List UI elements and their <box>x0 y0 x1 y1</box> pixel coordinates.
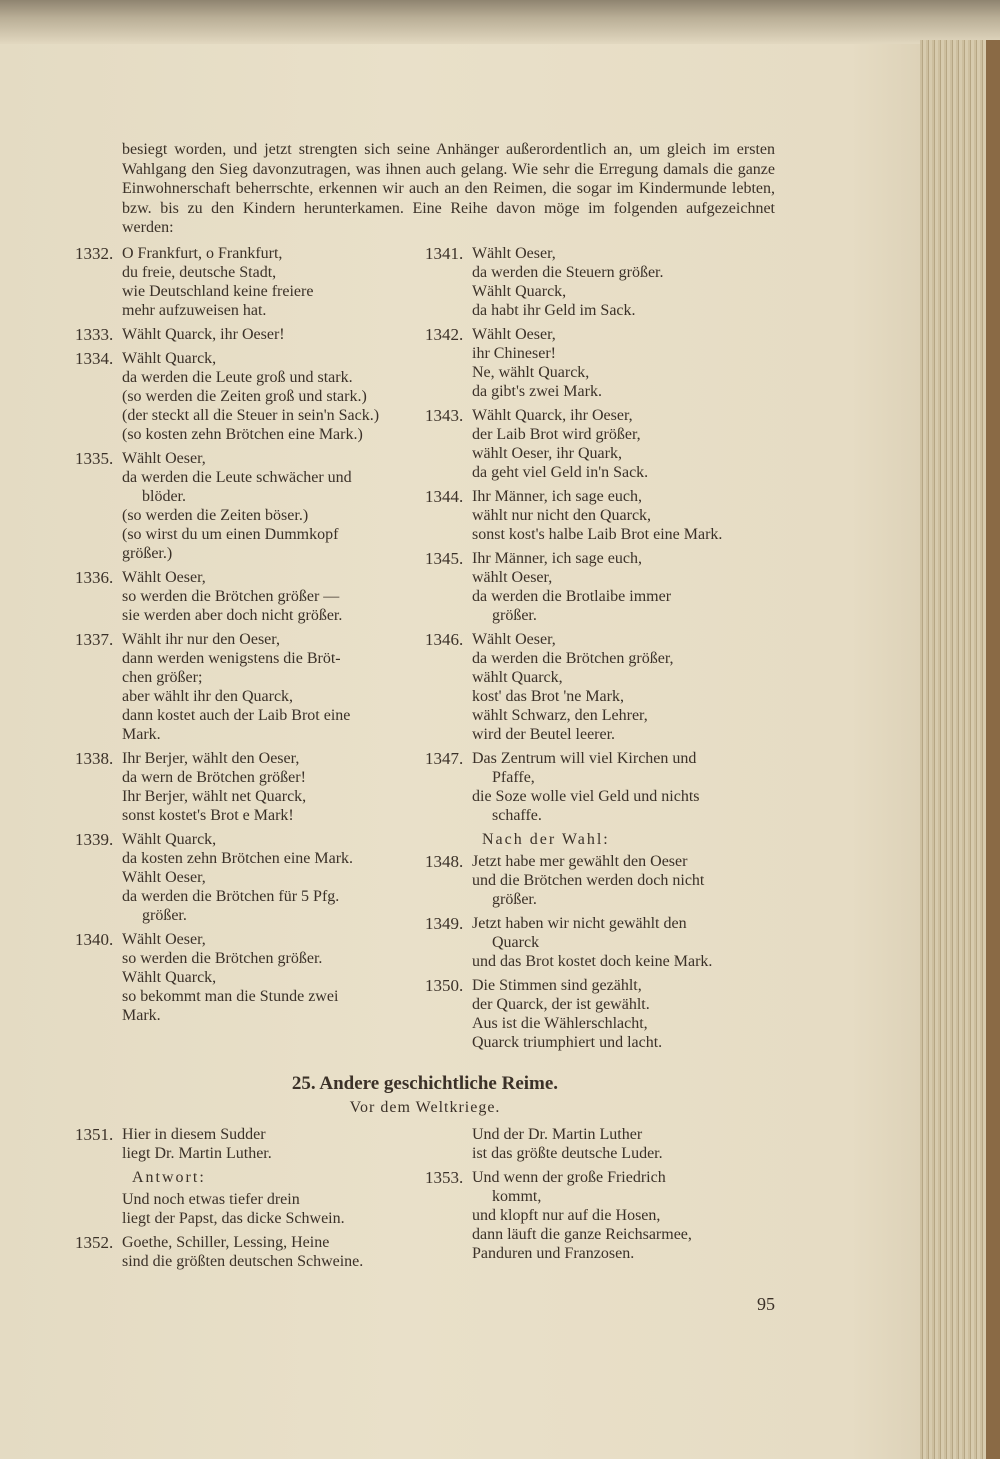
section-left-column <box>75 1125 425 1276</box>
verse-lines <box>122 349 425 444</box>
verse-line: (so werden die Zeiten böser.) <box>122 506 309 524</box>
verse-number: 1351. <box>75 1124 114 1144</box>
verse-entry <box>75 749 425 825</box>
verse-line: sonst kostet's Brot e Mark! <box>122 806 294 824</box>
verse-lines <box>472 325 775 401</box>
verse-entry <box>425 1168 775 1263</box>
verse-number: 1352. <box>75 1232 114 1252</box>
verse-line: Wählt Quarck, <box>122 968 217 986</box>
verse-lines <box>472 914 775 971</box>
verse-entry <box>75 244 425 320</box>
verse-number: 1336. <box>75 567 114 587</box>
verse-line: Und noch etwas tiefer drein <box>122 1190 300 1208</box>
verse-line: wird der Beutel leerer. <box>472 725 616 743</box>
verse-line: Aus ist die Wählerschlacht, <box>472 1014 648 1032</box>
verse-line: größer.) <box>122 544 173 562</box>
verse-line: sie werden aber doch nicht größer. <box>122 606 343 624</box>
verse-line: Und der Dr. Martin Luther <box>472 1125 643 1143</box>
verse-lines <box>122 244 425 320</box>
verse-number: 1346. <box>425 629 464 649</box>
verse-lines <box>472 976 775 1052</box>
verse-line: aber wählt ihr den Quarck, <box>122 687 294 705</box>
verse-entry <box>425 976 775 1052</box>
verse-number: 1353. <box>425 1167 464 1187</box>
verse-line: wählt Schwarz, den Lehrer, <box>472 706 648 724</box>
verse-lines <box>472 630 775 744</box>
verse-entry <box>425 630 775 744</box>
verse-line: da wern de Brötchen größer! <box>122 768 306 786</box>
verse-line: da werden die Brötchen für 5 Pfg. <box>122 887 340 905</box>
verse-columns <box>75 244 775 1057</box>
verse-line: Wählt Quarck, ihr Oeser! <box>122 325 285 343</box>
verse-line: blöder. <box>142 487 186 505</box>
verse-number: 1335. <box>75 448 114 468</box>
verse-block <box>472 1125 775 1163</box>
verse-line: Panduren und Franzosen. <box>472 1244 635 1262</box>
verse-line: Ne, wählt Quarck, <box>472 363 590 381</box>
verse-line: da werden die Brotlaibe immer <box>472 587 672 605</box>
verse-entry <box>425 244 775 320</box>
left-column <box>75 244 425 1057</box>
section-right-column <box>425 1125 775 1276</box>
verse-entry <box>75 349 425 444</box>
verse-line: so werden die Brötchen größer. <box>122 949 323 967</box>
verse-lines <box>122 630 425 744</box>
verse-number: 1340. <box>75 929 114 949</box>
verse-line: Jetzt habe mer gewählt den Oeser <box>472 852 688 870</box>
verse-number: 1337. <box>75 629 114 649</box>
verse-line: Quarck <box>492 933 540 951</box>
verse-number: 1345. <box>425 548 464 568</box>
verse-entry <box>425 325 775 401</box>
intro-paragraph: besiegt worden, und jetzt strengten sich seine Anhänger außerordentlich an, um gleich im ersten Wahlgang den Sieg davonzutragen, was ihnen auch gelang. Wie sehr die Erregung damals die ganze Einwohnerschaft beherrschte, erkennen wir auch an den Reimen, die sogar im Kindermunde lebten, bzw. bis zu den Kindern herunterkamen. Eine Reihe davon möge im folgenden aufgezeichnet werden: <box>122 141 775 236</box>
verse-line: Ihr Männer, ich sage euch, <box>472 487 642 505</box>
after-election-label: Nach der Wahl: <box>482 830 610 848</box>
verse-line: Wählt Oeser, <box>472 630 556 648</box>
verse-line: der Laib Brot wird größer, <box>472 425 641 443</box>
verse-lines <box>472 406 775 482</box>
verse-line: dann läuft die ganze Reichsarmee, <box>472 1225 692 1243</box>
verse-line: Hier in diesem Sudder <box>122 1125 266 1143</box>
verse-line: Das Zentrum will viel Kirchen und <box>472 749 697 767</box>
verse-number: 1338. <box>75 748 114 768</box>
verse-line: Die Stimmen sind gezählt, <box>472 976 642 994</box>
verse-line: die Soze wolle viel Geld und nichts <box>472 787 700 805</box>
verse-lines <box>122 1125 425 1163</box>
page-number: 95 <box>757 1293 775 1314</box>
verse-line: größer. <box>142 906 187 924</box>
verse-line: da gibt's zwei Mark. <box>472 382 602 400</box>
verse-line: da werden die Leute groß und stark. <box>122 368 353 386</box>
verse-line: (so werden die Zeiten groß und stark.) <box>122 387 367 405</box>
verse-line: da habt ihr Geld im Sack. <box>472 301 636 319</box>
verse-number: 1347. <box>425 748 464 768</box>
verse-lines <box>472 549 775 625</box>
section-heading: 25. Andere geschichtliche Reime. <box>291 1072 559 1094</box>
verse-line: so bekommt man die Stunde zwei <box>122 987 339 1005</box>
verse-entry <box>425 852 775 909</box>
section-columns <box>75 1125 775 1276</box>
verse-line: da kosten zehn Brötchen eine Mark. <box>122 849 354 867</box>
verse-line: du freie, deutsche Stadt, <box>122 263 277 281</box>
verse-number: 1342. <box>425 324 464 344</box>
verse-line: schaffe. <box>492 806 542 824</box>
verse-entry <box>75 325 425 344</box>
verse-line: wählt Oeser, <box>472 568 553 586</box>
verse-line: wählt nur nicht den Quarck, <box>472 506 652 524</box>
verse-number: 1344. <box>425 486 464 506</box>
verse-line: ist das größte deutsche Luder. <box>472 1144 663 1162</box>
section-subheading: Vor dem Weltkriege. <box>349 1098 501 1116</box>
verse-lines <box>122 449 425 563</box>
verse-number: 1341. <box>425 243 464 263</box>
verse-line: wie Deutschland keine freiere <box>122 282 314 300</box>
verse-line: kommt, <box>492 1187 542 1205</box>
verse-line: (so wirst du um einen Dummkopf <box>122 525 339 543</box>
verse-lines <box>472 852 775 909</box>
verse-line: da geht viel Geld in'n Sack. <box>472 463 649 481</box>
verse-lines <box>122 1233 425 1271</box>
verse-number: 1332. <box>75 243 114 263</box>
verse-entry <box>75 630 425 744</box>
verse-entry <box>75 449 425 563</box>
verse-line: (der steckt all die Steuer in sein'n Sack.) <box>122 406 380 424</box>
verse-lines <box>122 930 425 1025</box>
verse-line: wählt Oeser, ihr Quark, <box>472 444 622 462</box>
verse-line: kost' das Brot 'ne Mark, <box>472 687 624 705</box>
verse-number: 1350. <box>425 975 464 995</box>
verse-number: 1343. <box>425 405 464 425</box>
verse-line: Wählt Oeser, <box>472 244 556 262</box>
page-top-edge <box>0 0 1000 44</box>
verse-lines <box>122 568 425 625</box>
verse-number: 1334. <box>75 348 114 368</box>
verse-line: Wählt Oeser, <box>472 325 556 343</box>
verse-lines <box>472 244 775 320</box>
verse-lines <box>122 325 425 344</box>
verse-entry <box>425 406 775 482</box>
verse-line: und klopft nur auf die Hosen, <box>472 1206 661 1224</box>
verse-line: liegt der Papst, das dicke Schwein. <box>122 1209 345 1227</box>
verse-line: Ihr Berjer, wählt net Quarck, <box>122 787 307 805</box>
right-column <box>425 244 775 1057</box>
verse-line: Mark. <box>122 1006 161 1024</box>
verse-line: Ihr Männer, ich sage euch, <box>472 549 642 567</box>
verse-line: da werden die Leute schwächer und <box>122 468 352 486</box>
verse-line: größer. <box>492 890 537 908</box>
verse-line: (so kosten zehn Brötchen eine Mark.) <box>122 425 363 443</box>
verse-line: Ihr Berjer, wählt den Oeser, <box>122 749 300 767</box>
verse-line: liegt Dr. Martin Luther. <box>122 1144 272 1162</box>
verse-lines <box>472 749 775 825</box>
verse-line: größer. <box>492 606 537 624</box>
verse-line: so werden die Brötchen größer — <box>122 587 340 605</box>
verse-entry <box>425 749 775 825</box>
verse-line: Mark. <box>122 725 161 743</box>
verse-line: da werden die Brötchen größer, <box>472 649 674 667</box>
verse-line: und die Brötchen werden doch nicht <box>472 871 705 889</box>
verse-line: dann werden wenigstens die Bröt- <box>122 649 341 667</box>
verse-line: chen größer; <box>122 668 203 686</box>
verse-line: Wählt Oeser, <box>122 868 206 886</box>
verse-line: mehr aufzuweisen hat. <box>122 301 267 319</box>
verse-line: Quarck triumphiert und lacht. <box>472 1033 663 1051</box>
verse-number: 1349. <box>425 913 464 933</box>
verse-line: Und wenn der große Friedrich <box>472 1168 666 1186</box>
verse-line: Wählt Oeser, <box>122 449 206 467</box>
verse-line: O Frankfurt, o Frankfurt, <box>122 244 283 262</box>
verse-line: sonst kost's halbe Laib Brot eine Mark. <box>472 525 723 543</box>
verse-entry <box>75 1233 425 1271</box>
answer-label: Antwort: <box>132 1168 206 1186</box>
verse-line: dann kostet auch der Laib Brot eine <box>122 706 351 724</box>
verse-number: 1348. <box>425 851 464 871</box>
verse-line: da werden die Steuern größer. <box>472 263 664 281</box>
verse-entry <box>75 830 425 925</box>
verse-entry <box>75 930 425 1025</box>
verse-entry <box>75 568 425 625</box>
verse-line: Wählt Oeser, <box>122 568 206 586</box>
verse-entry <box>425 487 775 544</box>
verse-lines <box>472 1168 775 1263</box>
verse-block <box>122 1190 425 1228</box>
verse-lines <box>122 749 425 825</box>
verse-line: Wählt Oeser, <box>122 930 206 948</box>
verse-number: 1333. <box>75 324 114 344</box>
verse-line: Wählt Quarck, <box>122 349 217 367</box>
verse-line: Wählt Quarck, ihr Oeser, <box>472 406 633 424</box>
verse-line: Jetzt haben wir nicht gewählt den <box>472 914 687 932</box>
book-cover-edge <box>986 40 1000 1459</box>
verse-line: Wählt Quarck, <box>472 282 567 300</box>
verse-line: Wählt Quarck, <box>122 830 217 848</box>
verse-line: wählt Quarck, <box>472 668 563 686</box>
verse-entry <box>425 549 775 625</box>
verse-entry <box>75 1125 425 1163</box>
verse-lines <box>472 487 775 544</box>
verse-number: 1339. <box>75 829 114 849</box>
verse-line: Wählt ihr nur den Oeser, <box>122 630 280 648</box>
verse-line: Goethe, Schiller, Lessing, Heine <box>122 1233 330 1251</box>
page-content <box>75 140 775 1315</box>
verse-line: und das Brot kostet doch keine Mark. <box>472 952 713 970</box>
verse-line: der Quarck, der ist gewählt. <box>472 995 650 1013</box>
verse-line: ihr Chineser! <box>472 344 556 362</box>
verse-line: sind die größten deutschen Schweine. <box>122 1252 364 1270</box>
verse-entry <box>425 914 775 971</box>
verse-line: Pfaffe, <box>492 768 535 786</box>
verse-lines <box>122 830 425 925</box>
